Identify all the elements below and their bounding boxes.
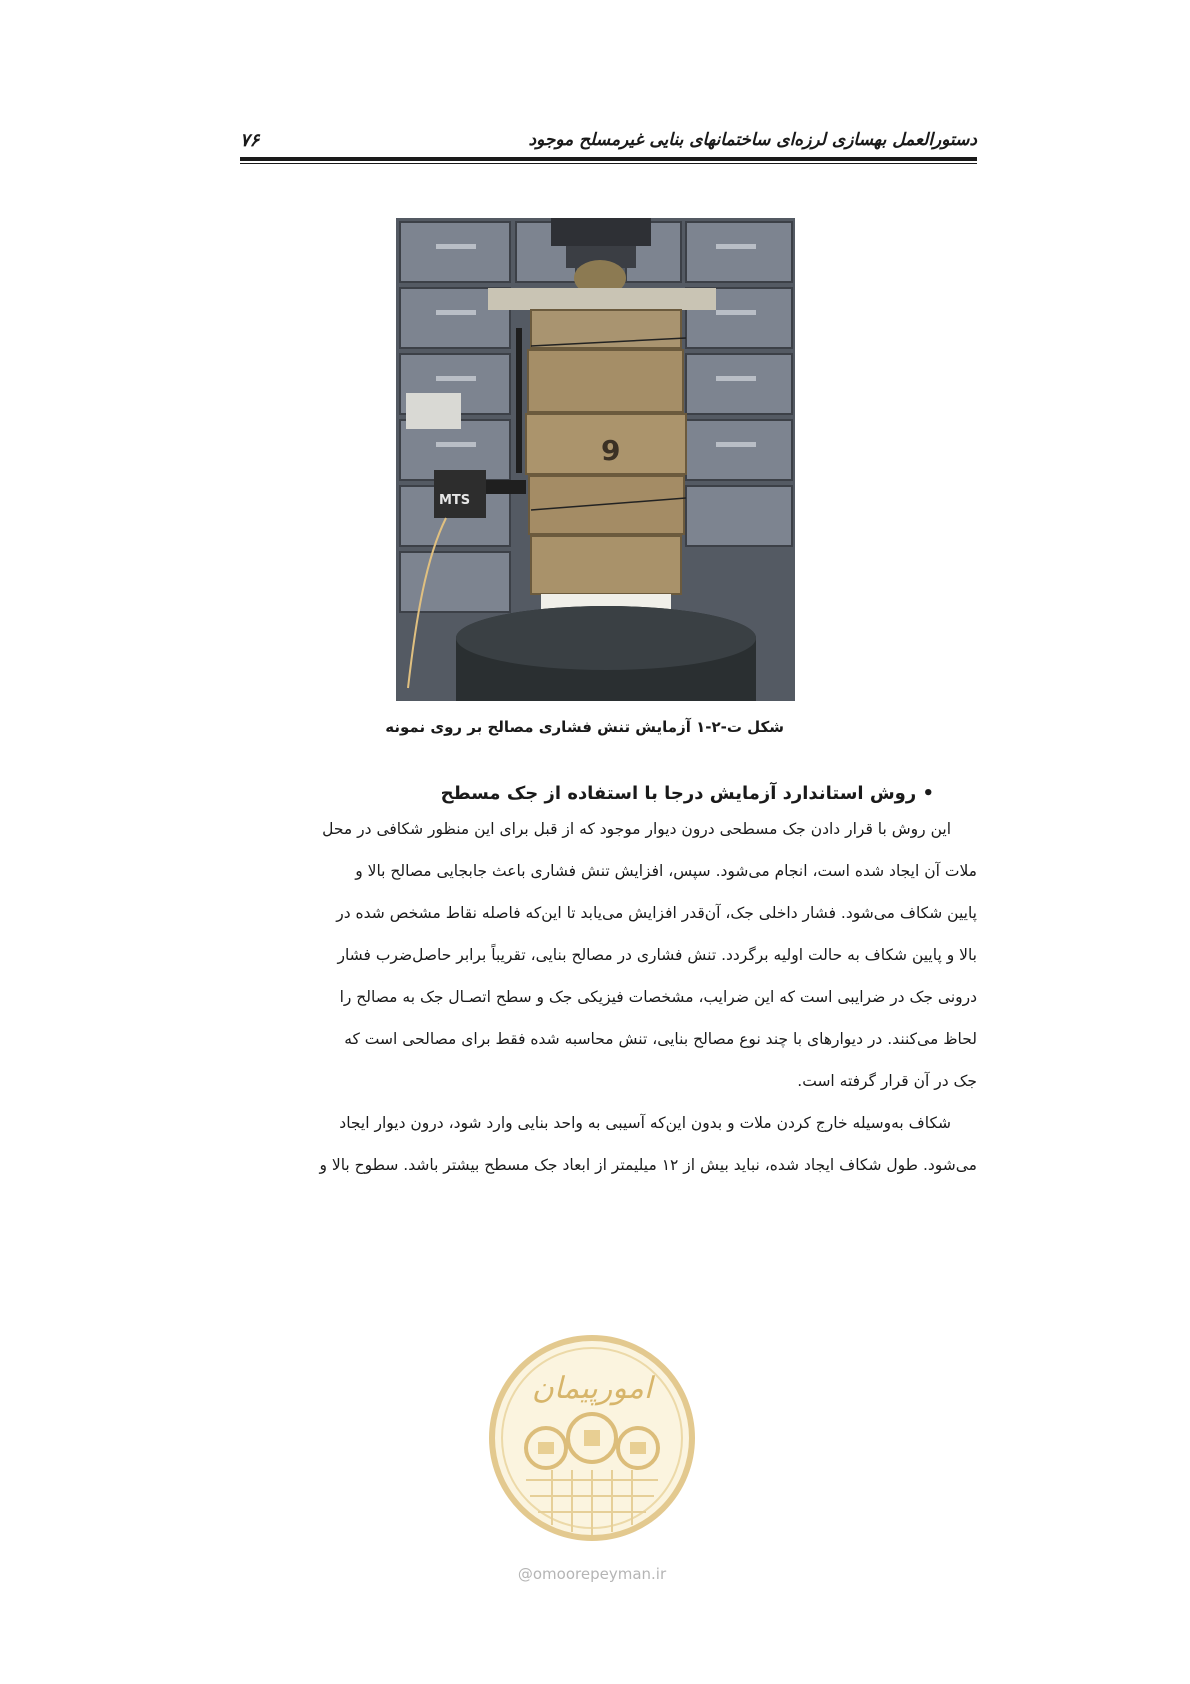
section-heading: • روش استاندارد آزمایش درجا با استفاده از جک مسطح [440,783,934,804]
header-rule [240,157,977,161]
text-line: جک در آن قرار گرفته است. [797,1072,977,1090]
text-line: شکاف به‌وسیله خارج کردن ملات و بدون این‌که آسیبی به واحد بنایی وارد شود، درون دیوار ایجاد [339,1114,951,1132]
header-rule-thin [240,163,977,164]
body-text [240,808,977,1186]
text-line: لحاظ می‌کنند. در دیوارهای با چند نوع مصالح بنایی، تنش محاسبه شده فقط برای مصالحی است که [344,1030,977,1048]
text-line: بالا و پایین شکاف به حالت اولیه برگردد. تنش فشاری در مصالح بنایی، تقریباً برابر حاصل‌ضرب فشار [337,946,977,964]
specimen-label: 9 [601,434,621,467]
text-line: پایین شکاف می‌شود. فشار داخلی جک، آن‌قدر افزایش می‌یابد تا این‌که فاصله نقاط مشخص شده در [336,904,977,922]
text-line: ملات آن ایجاد شده است، انجام می‌شود. سپس، افزایش تنش فشاری باعث جابجایی مصالح بالا و [355,862,977,880]
text-line: می‌شود. طول شکاف ایجاد شده، نباید بیش از ۱۲ میلیمتر از ابعاد جک مسطح بیشتر باشد. سطوح بالا و [319,1156,977,1174]
logo-text: امورپیمان [531,1371,653,1406]
paragraph [240,808,977,1102]
figure-caption: شکل ت-۲-۱ آزمایش تنش فشاری مصالح بر روی نمونه [385,718,784,736]
watermark-url: @omoorepeyman.ir [517,1565,667,1583]
watermark-logo [486,1320,698,1562]
text-line: درونی جک در ضرایبی است که این ضرایب، مشخصات فیزیکی جک و سطح اتصـال جک به مصالح را [339,988,977,1006]
figure-photo [396,218,795,701]
page-number: ۷۶ [240,130,260,151]
instrument-label: MTS [439,493,471,508]
paragraph [240,1102,977,1186]
page-header [240,130,977,164]
text-line: این روش با قرار دادن جک مسطحی درون دیوار موجود که از قبل برای این منظور شکافی در محل [322,820,951,838]
running-title: دستورالعمل بهسازی لرزه‌ای ساختمانهای بنایی غیرمسلح موجود [528,130,977,150]
